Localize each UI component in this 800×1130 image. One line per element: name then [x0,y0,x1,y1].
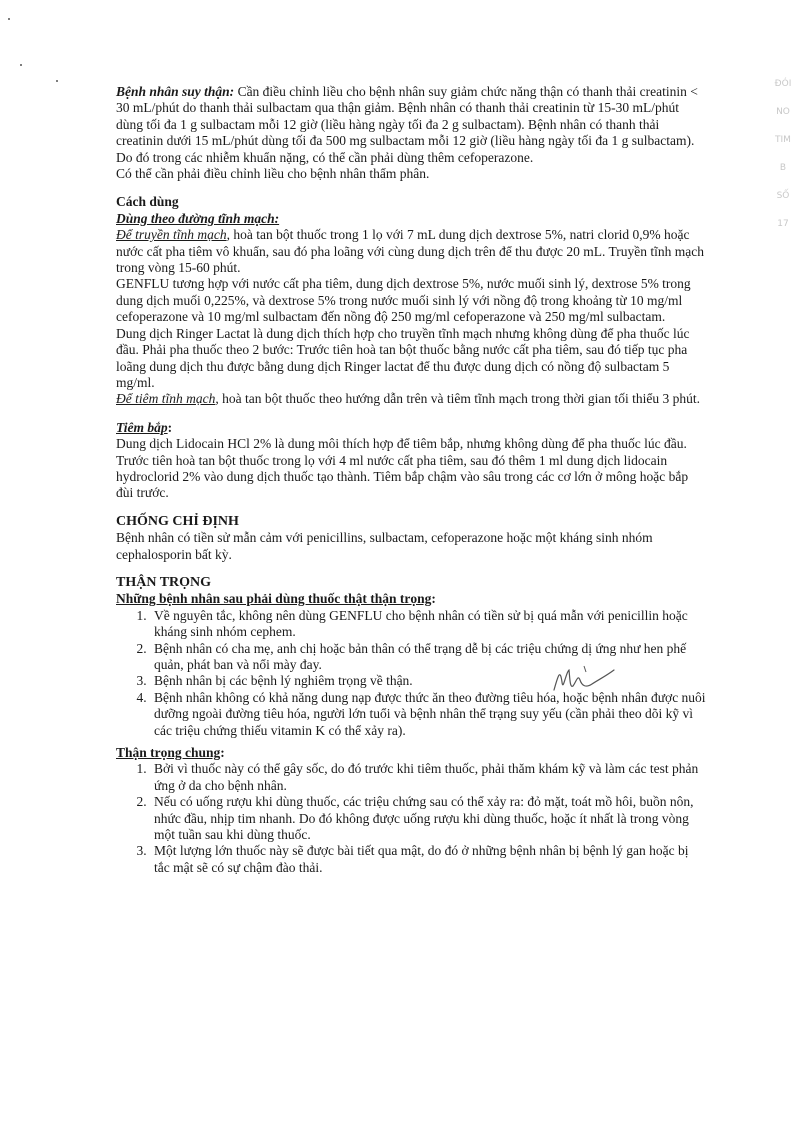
stamp-line: NO [776,107,790,117]
faded-stamp [768,70,798,229]
usage-section [116,194,706,501]
renal-title: Bệnh nhân suy thận: [116,84,235,99]
scan-speck [8,18,10,20]
list-item: 1. Về nguyên tắc, không nên dùng GENFLU cho bệnh nhân có tiền sử bị quá mẫn với penicillin hoặc kháng sinh nhóm cephem. [150,608,706,641]
ringer-paragraph: Dung dịch Ringer Lactat là dung dịch thích hợp cho truyền tĩnh mạch nhưng không dùng để pha thuốc lúc đầu. Phải pha thuốc theo 2 bước: Trước tiên hoà tan bột thuốc bằng nước cất pha tiêm, sau đó tiếp tục pha loãng dung dịch thu được bằng dung dịch Ringer lactat để thu được dung dịch có nồng độ sulbactam 5 mg/ml. [116,325,690,390]
im-paragraph: Dung dịch Lidocain HCl 2% là dung môi thích hợp để tiêm bắp, nhưng không dùng để pha thuốc lúc đầu. Trước tiên hoà tan bột thuốc trong lọ với 4 ml nước cất pha tiêm, sau đó thêm 1 ml dung dịch lidocain hydroclorid 2% vào dung dịch thuốc tạo thành. Tiêm bắp chậm vào sâu trong các cơ lớn ở mông hoặc bắp đùi trước. [116,436,689,501]
stamp-line: SỐ [776,191,790,201]
list-item: 2. Bệnh nhân có cha mẹ, anh chị hoặc bản thân có thể trạng dễ bị các triệu chứng dị ứng như hen phế quản, phát ban và nổi mày đay. [150,641,706,674]
contra-text: Bệnh nhân có tiền sử mẫn cảm với penicillins, sulbactam, cefoperazone hoặc một kháng sinh nhóm cephalosporin bất kỳ. [116,530,653,562]
general-caution-title: Thận trọng chung [116,745,221,761]
contraindication-section [116,514,706,563]
injection-text: , hoà tan bột thuốc theo hướng dẫn trên và tiêm tĩnh mạch trong thời gian tối thiểu 3 phút. [215,391,700,407]
renal-paragraph [116,84,706,166]
general-caution-list [116,761,706,876]
scan-speck [20,64,22,66]
general-caution-heading [116,745,706,761]
infusion-lead: Để truyền tĩnh mạch [116,227,227,243]
scan-speck [56,80,58,82]
caution-list [116,608,706,739]
stamp-line: B [779,163,787,173]
infusion-paragraph [116,227,706,276]
im-title: Tiêm bắp [116,419,168,435]
stamp-line: ĐÓI [774,79,792,89]
caution-subtitle: Những bệnh nhân sau phải dùng thuốc thật thận trọng [116,591,432,607]
list-item: 2. Nếu có uống rượu khi dùng thuốc, các triệu chứng sau có thể xảy ra: đỏ mặt, toát mồ hôi, buồn nôn, nhức đầu, nhịp tim nhanh. Do đó không được uống rượu khi dùng thuốc, hoặc ít nhất là trong vòng một tuần sau khi dùng thuốc. [150,794,706,843]
im-colon: : [167,419,173,435]
renal-text: Cần điều chỉnh liều cho bệnh nhân suy giảm chức năng thận có thanh thải creatinin < 30 mL/phút do thanh thải sulbactam qua thận giảm. Bệnh nhân có thanh thải creatinin từ 15-30 mL/phút dùng tối đa 1 g sulbactam mỗi 12 giờ (liều hàng ngày tối đa 2 g sulbactam). Bệnh nhân có thanh thải creatinin dưới 15 mL/phút dùng tối đa 500 mg sulbactam mỗi 12 giờ (liều hàng ngày tối đa 1 g sulbactam). Do đó trong các nhiễm khuẩn nặng, có thể cần phải dùng thêm cefoperazone. [116,84,698,165]
im-heading [116,420,706,436]
injection-lead: Để tiêm tĩnh mạch [116,391,216,407]
renal-section [116,84,706,182]
stamp-line: TIM [775,135,791,145]
iv-title: Dùng theo đường tĩnh mạch: [116,210,280,226]
caution-subtitle-line [116,591,706,607]
caution-subtitle-colon: : [431,591,436,607]
compat-paragraph: GENFLU tương hợp với nước cất pha tiêm, dung dịch dextrose 5%, nước muối sinh lý, dextrose 5% trong dung dịch muối 0,225%, và dextrose 5% trong nước muối sinh lý với nồng độ trong khoảng từ 10 mg/ml cefoperazone và 10 mg/ml sulbactam đến nồng độ 250 mg/ml cefoperazone và 250 mg/ml sulbactam. [116,276,691,325]
list-item: 3. Một lượng lớn thuốc này sẽ được bài tiết qua mật, do đó ở những bệnh nhân bị bệnh lý gan hoặc bị tắc mật sẽ có sự chậm đào thải. [150,843,706,876]
document-body [116,84,706,876]
injection-paragraph [116,391,706,407]
list-item: 1. Bởi vì thuốc này có thể gây sốc, do đó trước khi tiêm thuốc, phải thăm khám kỹ và làm các test phản ứng ở da cho bệnh nhân. [150,761,706,794]
caution-title: THẬN TRỌNG [116,574,212,590]
general-caution-colon: : [220,745,225,761]
infusion-text: , hoà tan bột thuốc trong 1 lọ với 7 mL dung dịch dextrose 5%, natri clorid 0,9% hoặc nước cất pha tiêm vô khuẩn, sau đó pha loãng với cùng dung dịch trên để thu được 20 mL. Truyền tĩnh mạch trong vòng 15-60 phút. [116,227,704,276]
list-item: 4. Bệnh nhân không có khả năng dung nạp được thức ăn theo đường tiêu hóa, hoặc bệnh nhân được nuôi dưỡng ngoài đường tiêu hóa, người lớn tuổi và bệnh nhân thể trạng suy yếu (cần phải theo dõi kỹ vì các triệu chứng thiếu vitamin K có thể xảy ra). [150,690,706,739]
stamp-line: 17 [777,219,789,229]
contra-title: CHỐNG CHỈ ĐỊNH [116,513,239,529]
dialysis-text: Có thể cần phải điều chỉnh liều cho bệnh nhân thẩm phân. [116,166,430,182]
list-item: 3. Bệnh nhân bị các bệnh lý nghiêm trọng về thận. [150,673,706,689]
caution-section [116,575,706,876]
usage-title: Cách dùng [116,194,179,210]
